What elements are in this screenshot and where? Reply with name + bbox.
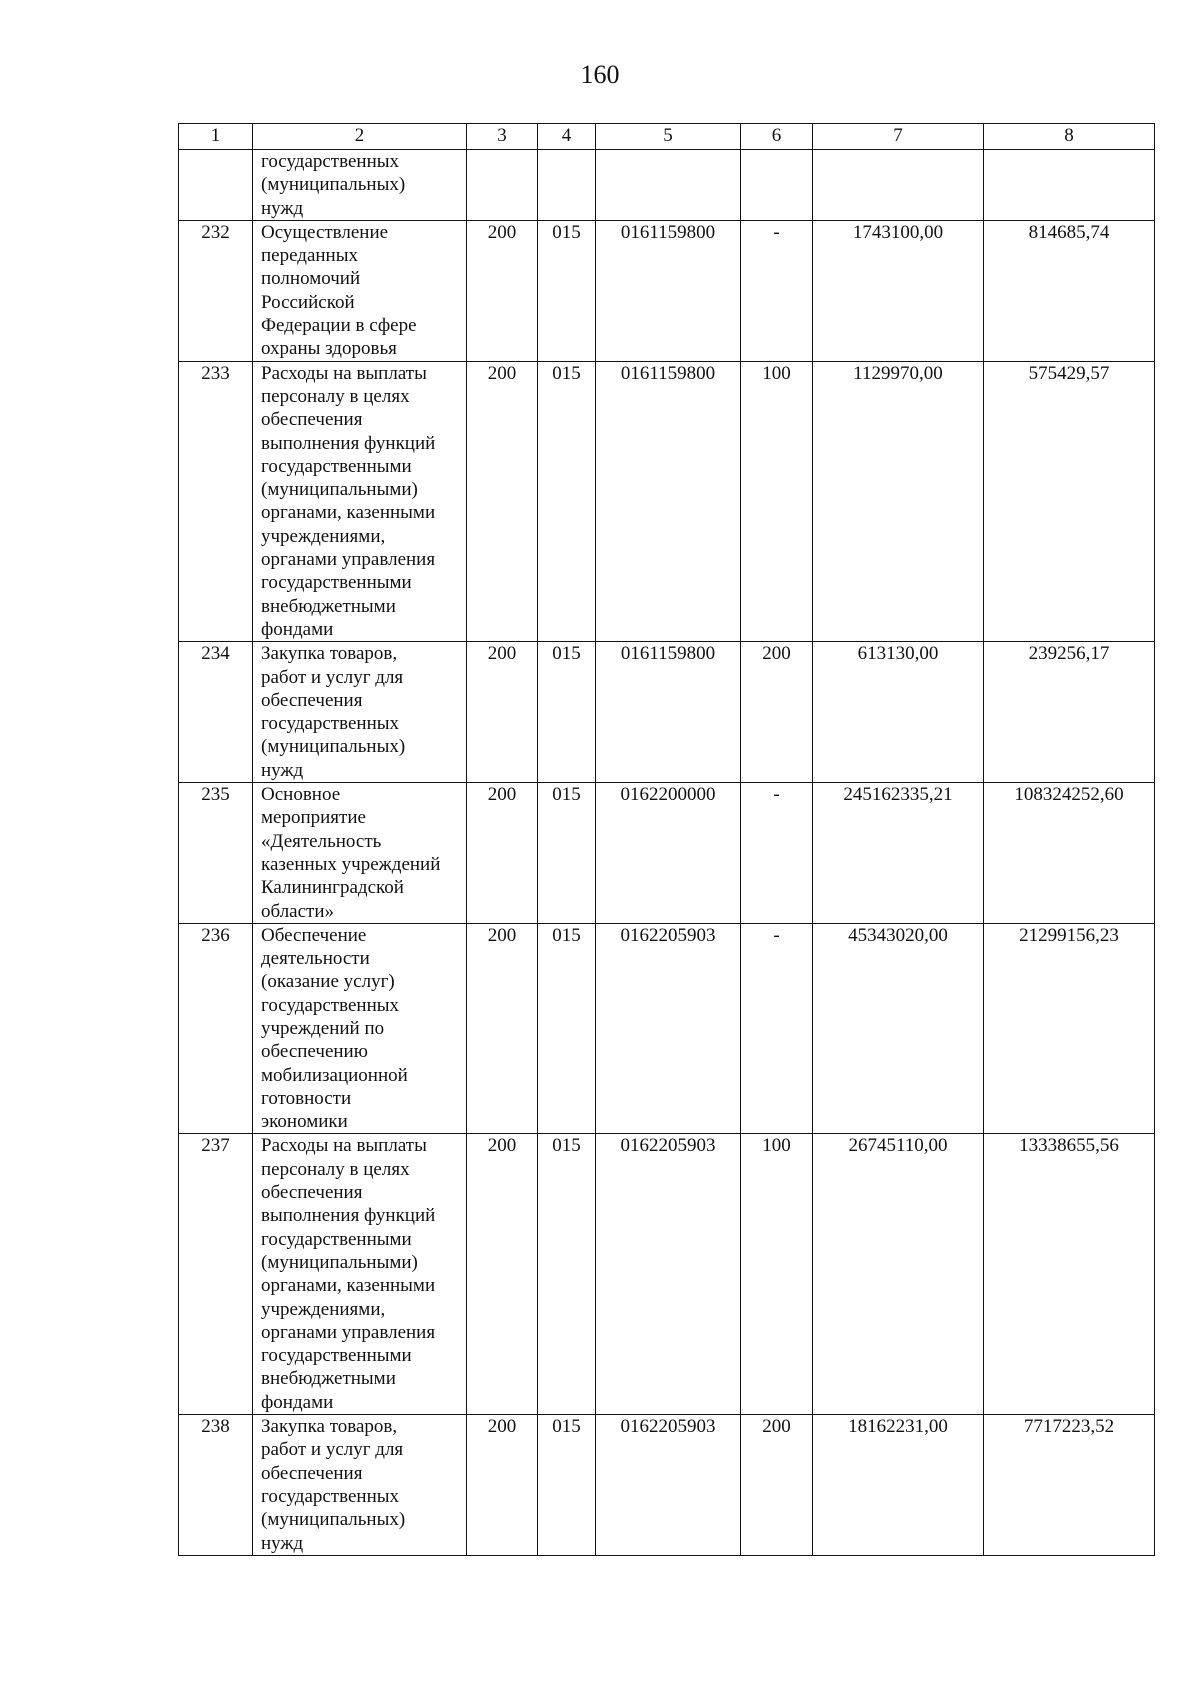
row-number: 233 xyxy=(179,361,253,642)
row-name-line: выполнения функций xyxy=(261,1205,436,1227)
row-name-line: (муниципальными) xyxy=(261,1251,418,1273)
row-number: 232 xyxy=(179,220,253,361)
row-col-5: 0162205903 xyxy=(596,1134,741,1415)
row-col-4: 015 xyxy=(538,642,596,783)
row-col-7: 613130,00 xyxy=(813,642,984,783)
row-col-5: 0162205903 xyxy=(596,923,741,1134)
row-name-line: мобилизационной xyxy=(261,1064,408,1086)
row-name-line: государственных xyxy=(261,151,400,172)
column-header-2: 2 xyxy=(253,124,467,150)
row-name xyxy=(253,220,467,361)
row-name xyxy=(253,1415,467,1556)
row-name-line: Обеспечение xyxy=(261,924,367,946)
row-name-line: государственными xyxy=(261,572,412,594)
row-name-line: нужд xyxy=(261,197,304,219)
row-name-line: Основное xyxy=(261,784,341,806)
row-name-line: (муниципальных) xyxy=(261,736,406,758)
row-col-3: 200 xyxy=(467,783,538,924)
row-name-line: Закупка товаров, xyxy=(261,1416,398,1438)
column-header-3: 3 xyxy=(467,124,538,150)
row-col-4: 015 xyxy=(538,783,596,924)
row-col-5: 0161159800 xyxy=(596,220,741,361)
row-number xyxy=(179,150,253,221)
row-number: 235 xyxy=(179,783,253,924)
row-col-7: 1743100,00 xyxy=(813,220,984,361)
row-name-line: обеспечения xyxy=(261,409,363,431)
row-name-line: органами управления xyxy=(261,1321,436,1343)
row-name-line: фондами xyxy=(261,618,334,640)
row-name-line: органами, казенными xyxy=(261,502,436,524)
row-name-line: обеспечению xyxy=(261,1041,368,1063)
row-number: 236 xyxy=(179,923,253,1134)
table-row xyxy=(179,1415,1155,1556)
row-col-5: 0162205903 xyxy=(596,1415,741,1556)
row-number: 237 xyxy=(179,1134,253,1415)
row-name-line: органами управления xyxy=(261,549,436,571)
row-col-7: 245162335,21 xyxy=(813,783,984,924)
column-header-6: 6 xyxy=(741,124,813,150)
row-name-line: персоналу в целях xyxy=(261,1158,410,1180)
row-col-7: 45343020,00 xyxy=(813,923,984,1134)
row-name-line: государственных xyxy=(261,994,400,1016)
row-name-line: Расходы на выплаты xyxy=(261,362,427,384)
row-name-line: деятельности xyxy=(261,948,370,970)
row-name-line: государственными xyxy=(261,1345,412,1367)
row-name-line: «Деятельность xyxy=(261,830,382,852)
row-col-6: 200 xyxy=(741,642,813,783)
row-name-line: Расходы на выплаты xyxy=(261,1135,427,1157)
row-name xyxy=(253,783,467,924)
row-name-line: Закупка товаров, xyxy=(261,643,398,665)
row-name-line: Российской xyxy=(261,291,355,313)
row-col-6: 100 xyxy=(741,1134,813,1415)
row-col-3 xyxy=(467,150,538,221)
row-name-line: (муниципальных) xyxy=(261,1509,406,1531)
row-name xyxy=(253,923,467,1134)
row-name-line: мероприятие xyxy=(261,807,366,829)
column-header-8: 8 xyxy=(984,124,1155,150)
row-col-3: 200 xyxy=(467,1415,538,1556)
row-name-line: Федерации в сфере xyxy=(261,315,417,337)
row-col-4: 015 xyxy=(538,923,596,1134)
table-row xyxy=(179,783,1155,924)
row-name-line: учреждениями, xyxy=(261,525,386,547)
row-name-line: казенных учреждений xyxy=(261,853,441,875)
row-col-8: 575429,57 xyxy=(984,361,1155,642)
row-col-4: 015 xyxy=(538,1134,596,1415)
row-number: 238 xyxy=(179,1415,253,1556)
row-col-4: 015 xyxy=(538,220,596,361)
row-name-line: персоналу в целях xyxy=(261,385,410,407)
row-col-3: 200 xyxy=(467,1134,538,1415)
row-name-line: экономики xyxy=(261,1111,348,1133)
row-col-8: 13338655,56 xyxy=(984,1134,1155,1415)
row-name-line: Калининградской xyxy=(261,877,404,899)
row-col-6: 200 xyxy=(741,1415,813,1556)
row-name-line: органами, казенными xyxy=(261,1275,436,1297)
row-col-7: 1129970,00 xyxy=(813,361,984,642)
table-row xyxy=(179,923,1155,1134)
row-col-4: 015 xyxy=(538,361,596,642)
row-name-line: готовности xyxy=(261,1087,352,1109)
row-col-6: 100 xyxy=(741,361,813,642)
row-name-line: переданных xyxy=(261,245,358,267)
row-name-line: государственными xyxy=(261,1228,412,1250)
row-name xyxy=(253,361,467,642)
row-name-line: обеспечения xyxy=(261,1182,363,1204)
table-row xyxy=(179,642,1155,783)
row-col-7: 26745110,00 xyxy=(813,1134,984,1415)
row-name-line: государственных xyxy=(261,713,400,735)
row-col-5: 0161159800 xyxy=(596,642,741,783)
row-col-3: 200 xyxy=(467,220,538,361)
row-col-8: 814685,74 xyxy=(984,220,1155,361)
page-number: 160 xyxy=(580,60,620,89)
row-name xyxy=(253,1134,467,1415)
row-col-8: 108324252,60 xyxy=(984,783,1155,924)
row-name-line: учреждений по xyxy=(261,1017,385,1039)
row-name-line: государственными xyxy=(261,455,412,477)
row-col-4: 015 xyxy=(538,1415,596,1556)
row-name-line: государственных xyxy=(261,1485,400,1507)
column-header-1: 1 xyxy=(179,124,253,150)
row-col-6: - xyxy=(741,783,813,924)
table-row xyxy=(179,361,1155,642)
row-col-3: 200 xyxy=(467,923,538,1134)
row-col-8: 239256,17 xyxy=(984,642,1155,783)
row-name-line: выполнения функций xyxy=(261,432,436,454)
row-col-5: 0161159800 xyxy=(596,361,741,642)
row-col-5: 0162200000 xyxy=(596,783,741,924)
row-name-line: охраны здоровья xyxy=(261,338,397,360)
table-row xyxy=(179,220,1155,361)
row-col-8: 21299156,23 xyxy=(984,923,1155,1134)
budget-table xyxy=(178,123,1155,1556)
row-col-6 xyxy=(741,150,813,221)
row-col-4 xyxy=(538,150,596,221)
row-name xyxy=(253,150,467,221)
row-col-8 xyxy=(984,150,1155,221)
table-header-row xyxy=(179,124,1155,150)
row-name-line: (муниципальными) xyxy=(261,479,418,501)
row-name-line: фондами xyxy=(261,1391,334,1413)
row-name-line: полномочий xyxy=(261,268,361,290)
row-name xyxy=(253,642,467,783)
row-col-8: 7717223,52 xyxy=(984,1415,1155,1556)
row-col-7: 18162231,00 xyxy=(813,1415,984,1556)
row-col-3: 200 xyxy=(467,642,538,783)
row-col-5 xyxy=(596,150,741,221)
table-row xyxy=(179,1134,1155,1415)
row-name-line: обеспечения xyxy=(261,689,363,711)
row-name-line: работ и услуг для xyxy=(261,1439,404,1461)
row-name-line: внебюджетными xyxy=(261,595,396,617)
row-col-6: - xyxy=(741,923,813,1134)
row-col-3: 200 xyxy=(467,361,538,642)
row-name-line: области» xyxy=(261,900,335,922)
row-name-line: (муниципальных) xyxy=(261,174,406,196)
row-name-line: Осуществление xyxy=(261,221,389,243)
row-name-line: учреждениями, xyxy=(261,1298,386,1320)
row-col-7 xyxy=(813,150,984,221)
row-name-line: внебюджетными xyxy=(261,1368,396,1390)
row-name-line: нужд xyxy=(261,759,304,781)
table-row xyxy=(179,150,1155,221)
column-header-4: 4 xyxy=(538,124,596,150)
column-header-5: 5 xyxy=(596,124,741,150)
row-number: 234 xyxy=(179,642,253,783)
row-name-line: (оказание услуг) xyxy=(261,971,395,993)
column-header-7: 7 xyxy=(813,124,984,150)
row-col-6: - xyxy=(741,220,813,361)
row-name-line: обеспечения xyxy=(261,1462,363,1484)
row-name-line: нужд xyxy=(261,1532,304,1554)
row-name-line: работ и услуг для xyxy=(261,666,404,688)
